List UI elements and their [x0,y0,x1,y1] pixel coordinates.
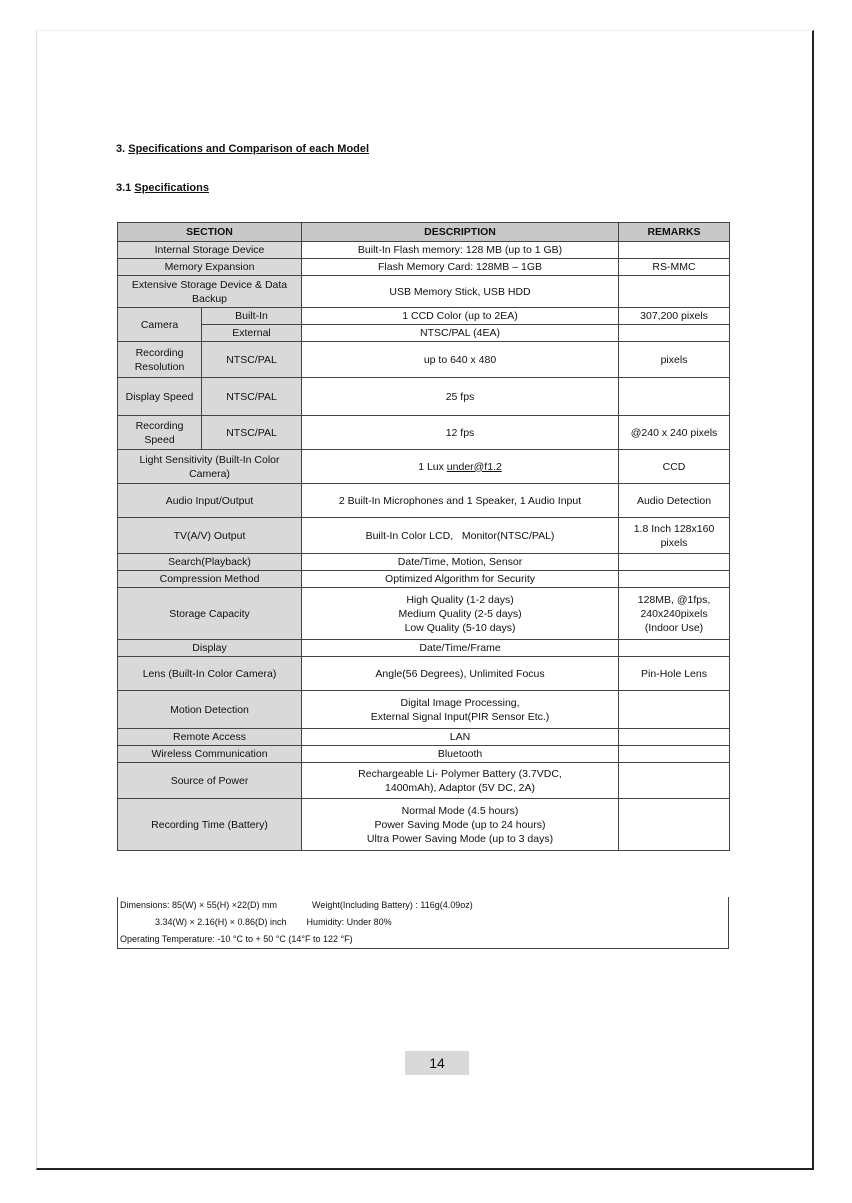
table-row [118,657,730,691]
remarks-cell [619,799,730,851]
remarks-cell [619,588,730,640]
description-cell: 1 Lux under@f1.2 [302,450,619,484]
note-line: Operating Temperature: -10 °C to + 50 °C (14°F to 122 °F) [120,934,353,944]
note-line: Dimensions: 85(W) × 55(H) ×22(D) mm Weight(Including Battery) : 116g(4.09oz) [120,900,473,910]
description-cell [302,691,619,729]
remarks-cell [619,729,730,746]
description-cell: 1 CCD Color (up to 2EA) [302,308,619,325]
remarks-cell: RS-MMC [619,259,730,276]
table-header-row [118,223,730,242]
remarks-cell [619,571,730,588]
remarks-cell [619,640,730,657]
remarks-cell: Pin-Hole Lens [619,657,730,691]
table-row [118,588,730,640]
remarks-cell [619,746,730,763]
table-row [118,746,730,763]
section-heading: 3. Specifications and Comparison of each Model [116,143,370,155]
remarks-line: 128MB, @1fps, [637,593,711,606]
description-cell: Angle(56 Degrees), Unlimited Focus [302,657,619,691]
section-cell: Lens (Built-In Color Camera) [118,657,302,691]
description-cell: Date/Time/Frame [302,640,619,657]
header-description: DESCRIPTION [302,223,619,242]
description-cell: 2 Built-In Microphones and 1 Speaker, 1 Audio Input [302,484,619,518]
remarks-line: (Indoor Use) [644,621,704,634]
description-line: Power Saving Mode (up to 24 hours) [374,818,546,831]
remarks-cell [619,378,730,416]
section-cell: Camera [118,308,202,342]
section-cell: Audio Input/Output [118,484,302,518]
table-row [118,325,730,342]
section-cell: Memory Expansion [118,259,302,276]
table-row [118,640,730,657]
description-line: High Quality (1-2 days) [406,593,514,606]
section-cell: Light Sensitivity (Built-In Color Camera) [118,450,302,484]
description-line: Normal Mode (4.5 hours) [401,804,519,817]
remarks-cell [619,691,730,729]
description-cell [302,763,619,799]
dimensions-note [117,897,729,949]
table-row [118,259,730,276]
section-cell: Extensive Storage Device & Data Backup [118,276,302,308]
remarks-cell [619,554,730,571]
remarks-cell: @240 x 240 pixels [619,416,730,450]
remarks-cell: 307,200 pixels [619,308,730,325]
description-line: External Signal Input(PIR Sensor Etc.) [370,710,550,723]
table-row [118,308,730,325]
remarks-cell: CCD [619,450,730,484]
note-line: 3.34(W) × 2.16(H) × 0.86(D) inch Humidity: Under 80% [120,917,392,927]
table-row [118,416,730,450]
description-line: Ultra Power Saving Mode (up to 3 days) [366,832,554,845]
section-cell: Internal Storage Device [118,242,302,259]
section-cell: Storage Capacity [118,588,302,640]
description-cell: up to 640 x 480 [302,342,619,378]
table-row [118,729,730,746]
section-cell: Compression Method [118,571,302,588]
description-cell: Date/Time, Motion, Sensor [302,554,619,571]
table-row [118,691,730,729]
subsection-cell: NTSC/PAL [202,342,302,378]
description-cell: 25 fps [302,378,619,416]
section-cell: Motion Detection [118,691,302,729]
table-row [118,484,730,518]
description-cell [302,588,619,640]
section-cell: Source of Power [118,763,302,799]
subsection-cell: NTSC/PAL [202,378,302,416]
subsection-cell: External [202,325,302,342]
subsection-heading: 3.1 Specifications [116,182,209,194]
subsection-cell: Built-In [202,308,302,325]
table-row [118,799,730,851]
description-cell: Bluetooth [302,746,619,763]
description-cell: NTSC/PAL (4EA) [302,325,619,342]
description-cell: Built-In Color LCD, Monitor(NTSC/PAL) [302,518,619,554]
remarks-cell [619,325,730,342]
section-cell: Display [118,640,302,657]
remarks-cell: 1.8 Inch 128x160 pixels [619,518,730,554]
specifications-table [117,222,730,851]
header-remarks: REMARKS [619,223,730,242]
section-cell: Wireless Communication [118,746,302,763]
description-cell: Built-In Flash memory: 128 MB (up to 1 GB) [302,242,619,259]
table-row [118,554,730,571]
header-section: SECTION [118,223,302,242]
table-row [118,242,730,259]
subsection-cell: NTSC/PAL [202,416,302,450]
table-row [118,571,730,588]
table-row [118,276,730,308]
section-cell: Recording Speed [118,416,202,450]
description-cell: USB Memory Stick, USB HDD [302,276,619,308]
section-cell: Recording Time (Battery) [118,799,302,851]
section-cell: Display Speed [118,378,202,416]
remarks-line: 240x240pixels [640,607,708,620]
description-line: Digital Image Processing, [400,696,520,709]
section-cell: Search(Playback) [118,554,302,571]
remarks-cell: pixels [619,342,730,378]
description-cell [302,799,619,851]
page-number: 14 [405,1051,469,1075]
table-row [118,342,730,378]
table-row [118,450,730,484]
description-line: Medium Quality (2-5 days) [398,607,522,620]
description-cell: Flash Memory Card: 128MB – 1GB [302,259,619,276]
description-cell: LAN [302,729,619,746]
remarks-cell: Audio Detection [619,484,730,518]
section-cell: Recording Resolution [118,342,202,378]
remarks-cell [619,763,730,799]
description-cell: 12 fps [302,416,619,450]
description-line: Rechargeable Li- Polymer Battery (3.7VDC, [358,767,562,780]
section-cell: TV(A/V) Output [118,518,302,554]
remarks-cell [619,276,730,308]
description-line: 1400mAh), Adaptor (5V DC, 2A) [385,781,536,794]
description-line: Low Quality (5-10 days) [404,621,516,634]
description-cell: Optimized Algorithm for Security [302,571,619,588]
section-cell: Remote Access [118,729,302,746]
table-row [118,518,730,554]
table-row [118,763,730,799]
table-row [118,378,730,416]
remarks-cell [619,242,730,259]
